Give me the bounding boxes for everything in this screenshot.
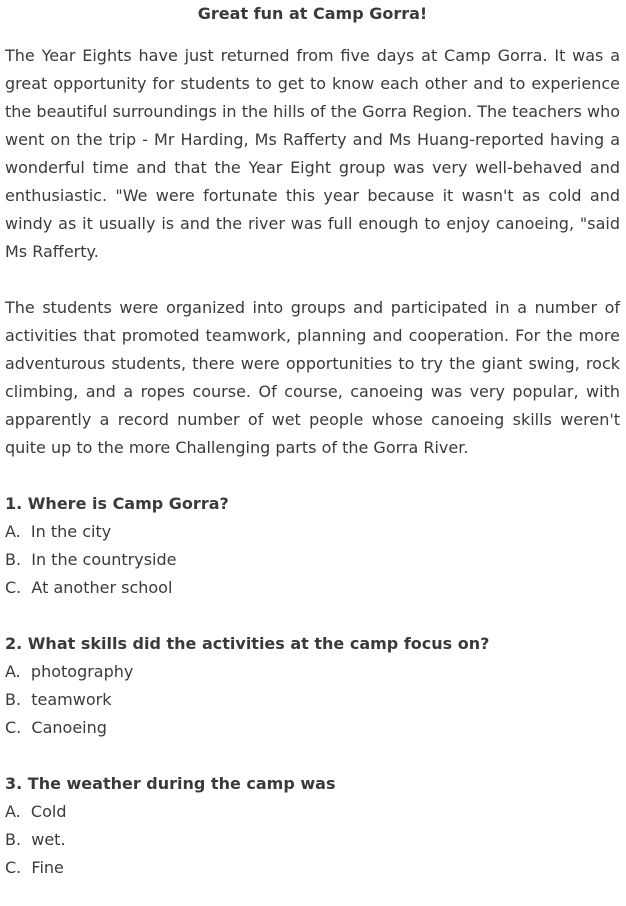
article-paragraph-1: The Year Eights have just returned from five days at Camp Gorra. It was a great opportunity for students to get to know each other and to experience the beautiful surroundings in the hills of the Gorra Region. The teachers who went on the trip - Mr Harding, Ms Rafferty and Ms Huang-reported having a wonderful time and that the Year Eight group was very well-behaved and enthusiastic. "We were fortunate this year because it wasn't as cold and windy as it usually is and the river was full enough to enjoy canoeing, "said Ms Rafferty. [5, 46, 620, 261]
article-title: Great fun at Camp Gorra! [197, 4, 428, 23]
question-1-option-b: B. In the countryside [5, 550, 177, 569]
question-3 [5, 770, 620, 882]
question-1-text: 1. Where is Camp Gorra? [5, 494, 229, 513]
question-2-option-a: A. photography [5, 662, 134, 681]
question-1-option-c: C. At another school [5, 578, 173, 597]
question-2-text: 2. What skills did the activities at the camp focus on? [5, 634, 490, 653]
question-1-option-a: A. In the city [5, 522, 112, 541]
question-2-option-c: C. Canoeing [5, 718, 107, 737]
question-2-option-b: B. teamwork [5, 690, 112, 709]
question-3-option-a: A. Cold [5, 802, 67, 821]
question-3-option-b: B. wet. [5, 830, 66, 849]
question-3-option-c: C. Fine [5, 858, 64, 877]
question-3-text: 3. The weather during the camp was [5, 774, 336, 793]
question-1 [5, 490, 620, 602]
question-2 [5, 630, 620, 742]
article-paragraph-2: The students were organized into groups and participated in a number of activities that promoted teamwork, planning and cooperation. For the more adventurous students, there were opportunities to try the giant swing, rock climbing, and a ropes course. Of course, canoeing was very popular, with apparently a record number of wet people whose canoeing skills weren't quite up to the more Challenging parts of the Gorra River. [5, 298, 620, 457]
